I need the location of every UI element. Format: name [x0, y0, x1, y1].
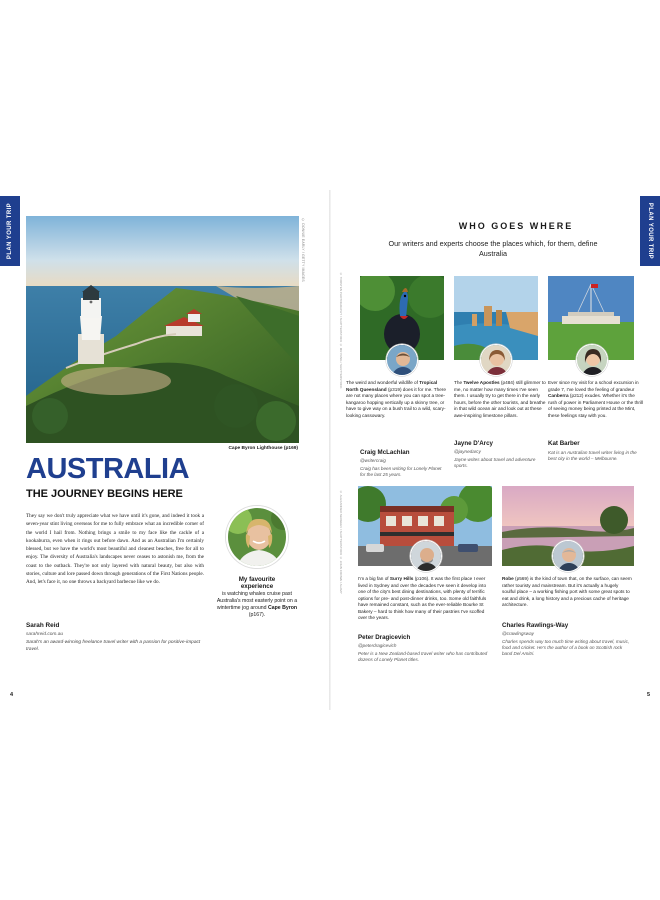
writer-text-body: (p484) still glimmer to me, no matter how many times I've seen them. I usually try to get there in the early hours, before the other tourists, and breathe in that wild ocean air and look out at these awe-inspiring limestone pillars. [454, 380, 546, 418]
magazine-spread [0, 190, 660, 710]
plan-your-trip-tab-left [0, 196, 20, 266]
writer-text-body: (p319) does it for me. There are not many places where you can spot a tree-kangaroo hopping vertically up a skinny tree, or have to give way on a bush trail to a wild, scary-looking cassowary. [346, 386, 446, 418]
portrait-jayne-image [481, 345, 512, 376]
section-subtitle: Our writers and experts choose the places which, for them, define Australia [388, 239, 598, 258]
favourite-heading-line2: experience [240, 583, 274, 591]
writer-bio-jayne: Jayne writes about travel and adventure sports. [454, 457, 536, 469]
left-page [0, 190, 328, 710]
writer-text-body: I'm a big fan of [358, 576, 389, 581]
author-portrait [226, 506, 288, 568]
favourite-text-body: is watching whales cruise past Australia's most easterly point on a wintertime jog around [216, 591, 298, 611]
hero-photo-lighthouse [26, 216, 299, 443]
writer-handle-peter[interactable]: @peterdragicevich [358, 643, 397, 648]
page-subtitle: THE JOURNEY BEGINS HERE [26, 488, 183, 500]
writer-place: Twelve Apostles [463, 380, 500, 385]
writer-place: Canberra [548, 393, 569, 398]
photo-credit-bottom: © ALEXANDER SERGEEV / SHUTTERSTOCK © JOHN CROWE / ALAMY [339, 490, 343, 594]
writer-name-peter: Peter Dragicevich [358, 634, 411, 641]
author-portrait-image [228, 508, 288, 568]
writer-bio-craig: Craig has been writing for Lonely Planet for the last 25 years. [360, 466, 442, 478]
lighthouse-landscape-image [26, 216, 299, 443]
writer-text-craig [346, 380, 448, 419]
writer-handle-charles[interactable]: @crawlingsway [502, 631, 534, 636]
writer-text-body: (p106). It was the first place I ever lived in Sydney and over the decades I've seen it develop into one of the city's best dining destinations, with plenty of terrific options for pre- and post-dinner drinks, too. Some old faithfuls have remained constant, such as the ever-reliable Bourke St Bakery – hard to think how many of their pastries I've scoffed over the years. [358, 576, 487, 620]
writer-name-kat: Kat Barber [548, 440, 580, 447]
avatar-jayne [480, 344, 512, 376]
favourite-heading-line1: My favourite [238, 576, 276, 583]
avatar-craig [386, 344, 418, 376]
writer-text-body: Ever since my visit for a school excursion in grade 7, I've loved the feeling of grandeur [548, 380, 639, 392]
hero-caption: Cape Byron Lighthouse (p169) [228, 446, 298, 451]
writer-bio-charles: Charles spends way too much time writing about travel, music, food and cricket. He's the author of a book on Scottish rock band Del Amitri. [502, 639, 630, 657]
writer-bio-peter: Peter is a New Zealand-based travel writer who has contributed dozens of Lonely Planet titles. [358, 651, 488, 663]
writer-text-peter [358, 576, 490, 622]
writer-handle-craig[interactable]: @writercraig [360, 458, 386, 463]
plan-your-trip-tab-right [640, 196, 660, 266]
author-bio: Sarah's an award-winning freelance travel writer with a passion for positive-impact travel. [26, 640, 201, 652]
writer-text-kat [548, 380, 644, 419]
writer-text-body: The [454, 380, 463, 385]
page-number-left: 4 [10, 692, 14, 698]
writer-bio-kat: Kat is an Australian travel writer living in the best city in the world – Melbourne. [548, 450, 637, 462]
author-block [26, 622, 206, 653]
writer-place: Surry Hills [389, 576, 414, 581]
favourite-place: Cape Byron [267, 605, 298, 611]
author-name: Sarah Reid [26, 622, 60, 629]
favourite-text [212, 591, 302, 619]
writer-name-jayne: Jayne D'Arcy [454, 440, 493, 447]
side-tab-label: PLAN YOUR TRIP [647, 202, 654, 260]
favourite-page-ref: (p167). [248, 612, 266, 618]
writer-name-charles: Charles Rawlings-Way [502, 622, 569, 629]
favourite-heading [212, 576, 302, 590]
writer-name-craig: Craig McLachlan [360, 449, 410, 456]
writer-text-body: (p212) exudes. Whether it's the rush of power in Parliament House or the thrill of seeing money being printed at the Mint, these feelings stay with you. [548, 393, 644, 418]
portrait-charles-image [553, 541, 584, 572]
writer-text-charles [502, 576, 632, 609]
writer-text-body: (p569) is the kind of town that, on the surface, can seem rather touristy and mainstream. But it's actually a hugely soulful place – a working fishing port with some great spots to eat and drink, a long history and a precious cache of heritage architecture. [502, 576, 632, 607]
page-number-right: 5 [646, 692, 650, 698]
portrait-peter-image [411, 541, 442, 572]
portrait-craig-image [387, 345, 418, 376]
portrait-kat-image [577, 345, 608, 376]
avatar-kat [576, 344, 608, 376]
avatar-charles [552, 540, 584, 572]
writer-place: Robe [502, 576, 514, 581]
avatar-peter [410, 540, 442, 572]
side-tab-label: PLAN YOUR TRIP [7, 202, 14, 260]
writer-text-jayne [454, 380, 550, 419]
page-title: AUSTRALIA [26, 453, 190, 485]
writer-handle-jayne[interactable]: @jaynedarcy [454, 449, 481, 454]
writer-place: Tropical North Queensland [346, 380, 438, 392]
writer-text-body: The weird and wonderful wildlife of [346, 380, 418, 385]
intro-paragraph: They say we don't truly appreciate what we have until it's gone, and indeed it took a seven-year stint living overseas for me to fully embrace what an incredible corner of the world I hail from. Nothing brings a smile to my face like the cackle of a kookaburra, even when it rings out before dawn. And as an Australian I'm certainly blessed, but we have the world's most beautiful and cleanest beaches, free for all to enjoy. The diversity of Australia's landscapes never ceases to astonish me, from the coast to the outback. They're not only layered with natural beauty, but also with stories, culture and lore passed down through generations of the First Nations people. And, let's face it, no one throws a backyard barbecue like we do. [26, 513, 204, 586]
section-title: WHO GOES WHERE [458, 221, 574, 231]
hero-photo-credit: © DONNIE EARLY / GETTY IMAGES [301, 218, 305, 282]
right-page [332, 190, 660, 710]
spine-gutter [329, 190, 331, 710]
photo-credit-top: © TORSTEN PHOTOGRAPHY / SHUTTERSTOCK © MR PANG / SHUTTERSTOCK [339, 272, 343, 389]
author-website[interactable]: sarahreid.com.au [26, 632, 64, 637]
